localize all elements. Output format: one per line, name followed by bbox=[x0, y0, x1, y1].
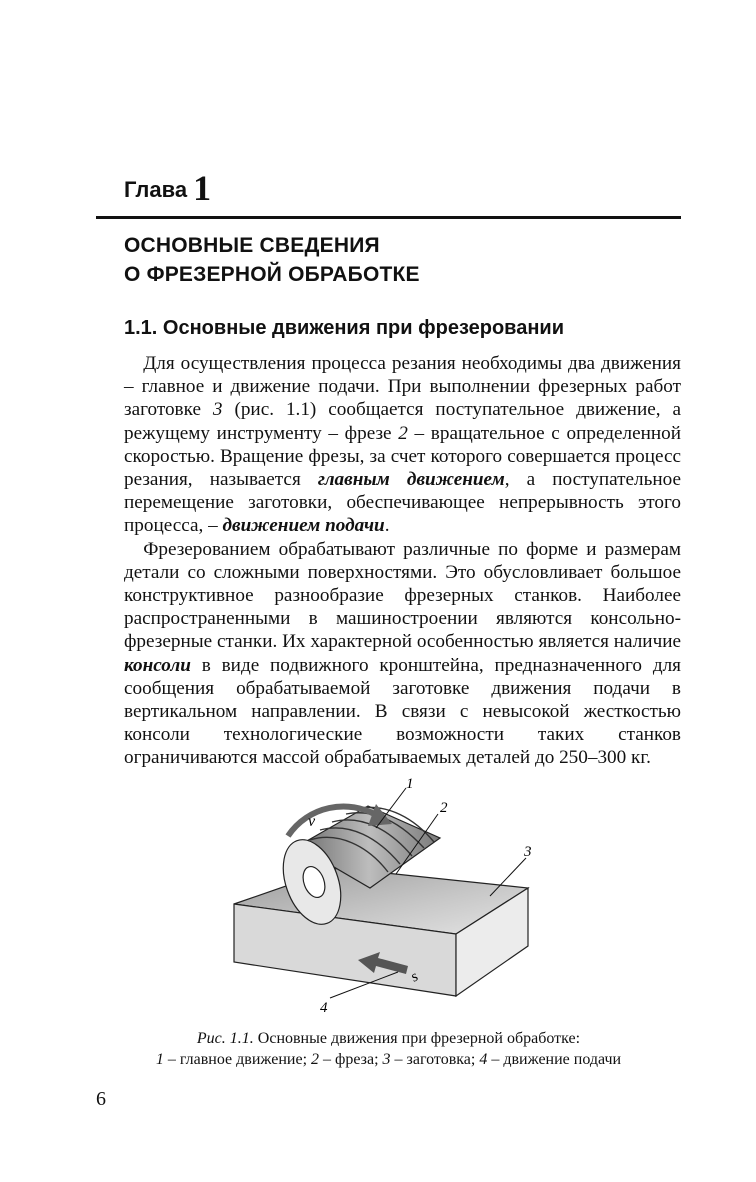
term-main-motion: главным движением bbox=[317, 469, 505, 491]
label-2: 2 bbox=[440, 800, 448, 816]
milling-diagram-illustration bbox=[228, 776, 548, 1016]
caption-num-4: 4 bbox=[479, 1051, 488, 1068]
chapter-label: Глава bbox=[124, 177, 188, 202]
chapter-title-line-1: ОСНОВНЫЕ СВЕДЕНИЯ bbox=[124, 234, 380, 257]
paragraph-1-text-1: Для осуществления процесса резания необходимы два движения – главное и движение подачи. При выполнении фрезерных работ заготовке bbox=[124, 353, 681, 421]
caption-desc-1: – главное движение; bbox=[163, 1051, 312, 1068]
page-number: 6 bbox=[96, 1088, 106, 1110]
caption-prefix: Рис. 1.1. bbox=[196, 1030, 254, 1047]
paragraph-1-text-5: . bbox=[384, 515, 390, 537]
figure-milling-diagram bbox=[228, 776, 548, 1016]
ref-workpiece: 3 bbox=[212, 399, 223, 421]
paragraph-1-text-4: , а поступательное перемещение заготовки, обеспечивающее непрерывность этого процесса, – bbox=[124, 469, 681, 537]
paragraph-2-text-2: в виде подвижного кронштейна, предназначенного для сообщения обрабатываемой заготовке движения подачи в вертикальном направлении. В связи с невысокой жесткостью консоли технологические возможности таких станков ограничиваются массой обрабатываемых деталей до 250–300 кг. bbox=[124, 654, 681, 769]
caption-desc-4: – движение подачи bbox=[487, 1051, 622, 1068]
chapter-rule bbox=[96, 216, 681, 219]
label-1: 1 bbox=[406, 776, 414, 792]
paragraph-1-text-2: (рис. 1.1) сообщается поступательное движение, а режущему инструменту – фрезе bbox=[124, 399, 681, 444]
paragraph-2-text-1: Фрезерованием обрабатывают различные по форме и размерам детали со сложными поверхностями. Это обусловливает большое конструктивное разнообразие фрезерных станков. Наиболее распространенными в машиностроении являются консольно-фрезерные станки. Их характерной особенностью является наличие bbox=[124, 538, 681, 653]
caption-num-3: 3 bbox=[382, 1051, 391, 1068]
caption-desc-3: – заготовка; bbox=[390, 1051, 480, 1068]
body-text bbox=[124, 352, 681, 770]
label-4: 4 bbox=[320, 1000, 328, 1016]
term-console: консоли bbox=[124, 654, 191, 676]
paragraph-1 bbox=[124, 352, 681, 538]
figure-caption bbox=[96, 1028, 681, 1070]
caption-title: Основные движения при фрезерной обработке: bbox=[253, 1030, 581, 1047]
chapter-heading bbox=[124, 170, 211, 206]
caption-line-2 bbox=[96, 1049, 681, 1070]
caption-num-1: 1 bbox=[155, 1051, 164, 1068]
chapter-number: 1 bbox=[193, 168, 212, 208]
ref-cutter: 2 bbox=[398, 422, 408, 444]
paragraph-2 bbox=[124, 538, 681, 770]
caption-desc-2: – фреза; bbox=[319, 1051, 383, 1068]
term-feed-motion: движением подачи bbox=[222, 515, 385, 537]
label-3: 3 bbox=[524, 844, 532, 860]
chapter-title bbox=[124, 231, 420, 289]
caption-line-1 bbox=[96, 1028, 681, 1049]
label-v: v bbox=[308, 813, 316, 830]
caption-num-2: 2 bbox=[311, 1051, 320, 1068]
label-s: s bbox=[408, 968, 422, 986]
section-title: 1.1. Основные движения при фрезеровании bbox=[124, 317, 564, 339]
chapter-title-line-2: О ФРЕЗЕРНОЙ ОБРАБОТКЕ bbox=[124, 263, 420, 286]
paragraph-1-text-3: – вращательное с определенной скоростью. Вращение фрезы, за счет которого совершается процесс резания, называется bbox=[124, 422, 681, 491]
